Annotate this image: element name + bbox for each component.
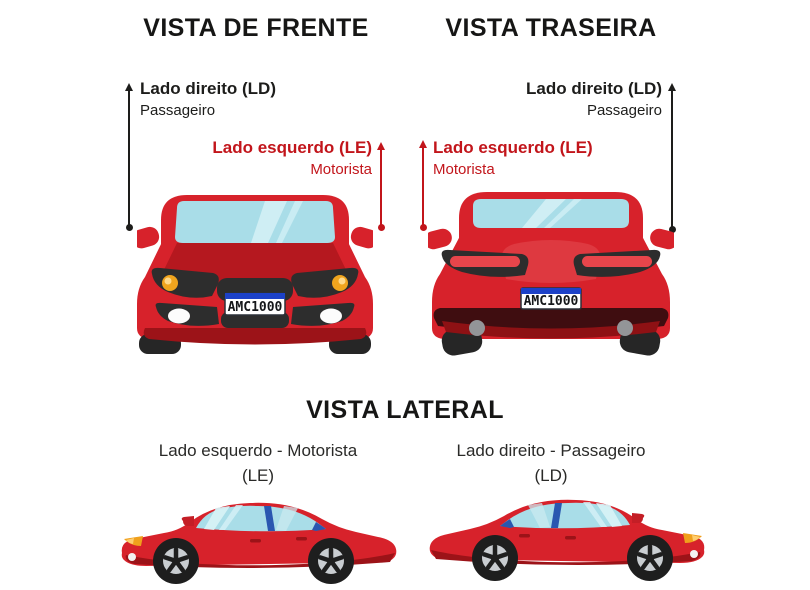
lateral-left-label: Lado esquerdo - Motorista (158, 441, 358, 460)
front-right-side-label: Lado direito (LD) (140, 79, 276, 98)
arrow-up-icon (419, 140, 427, 148)
front-left-side-label-block (162, 138, 372, 179)
rear-view-title: VISTA TRASEIRA (445, 14, 657, 42)
rear-right-side-sublabel: Passageiro (586, 102, 662, 119)
front-license-plate (225, 293, 285, 315)
front-wheel (153, 538, 199, 584)
arrow-dot-icon (378, 224, 385, 231)
rear-left-side-sublabel: Motorista (433, 161, 495, 178)
arrow-up-icon (668, 83, 676, 91)
lateral-left-code: (LE) (241, 466, 275, 485)
arrow-dot-icon (420, 224, 427, 231)
side-car-left-illustration (110, 496, 422, 590)
rear-left-side-arrow (422, 143, 424, 228)
rear-license-plate (521, 288, 581, 309)
rear-right-side-label-block (452, 79, 662, 120)
rear-wheel (308, 538, 354, 584)
side-car-right-illustration (404, 493, 716, 588)
lateral-left-label-block (116, 438, 400, 488)
rear-right-side-label: Lado direito (LD) (526, 79, 662, 98)
arrow-up-icon (377, 142, 385, 150)
front-view-title: VISTA DE FRENTE (143, 14, 369, 42)
front-right-side-arrow (128, 86, 130, 228)
lateral-right-label-block (409, 438, 693, 488)
front-plate-text: AMC1000 (227, 300, 283, 315)
lateral-view-title: VISTA LATERAL (306, 396, 504, 424)
rear-plate-text: AMC1000 (523, 294, 579, 309)
front-right-side-sublabel: Passageiro (140, 102, 216, 119)
front-car-illustration (137, 182, 373, 357)
lateral-right-label: Lado direito - Passageiro (456, 441, 646, 460)
lateral-right-code: (LD) (534, 466, 568, 485)
rear-car-illustration (428, 182, 674, 357)
front-left-side-arrow (380, 145, 382, 228)
front-right-side-label-block (140, 79, 276, 120)
rear-left-side-label: Lado esquerdo (LE) (433, 138, 593, 157)
front-left-side-label: Lado esquerdo (LE) (212, 138, 372, 157)
rear-left-side-label-block (433, 138, 593, 179)
front-left-side-sublabel: Motorista (310, 161, 372, 178)
arrow-up-icon (125, 83, 133, 91)
arrow-dot-icon (126, 224, 133, 231)
